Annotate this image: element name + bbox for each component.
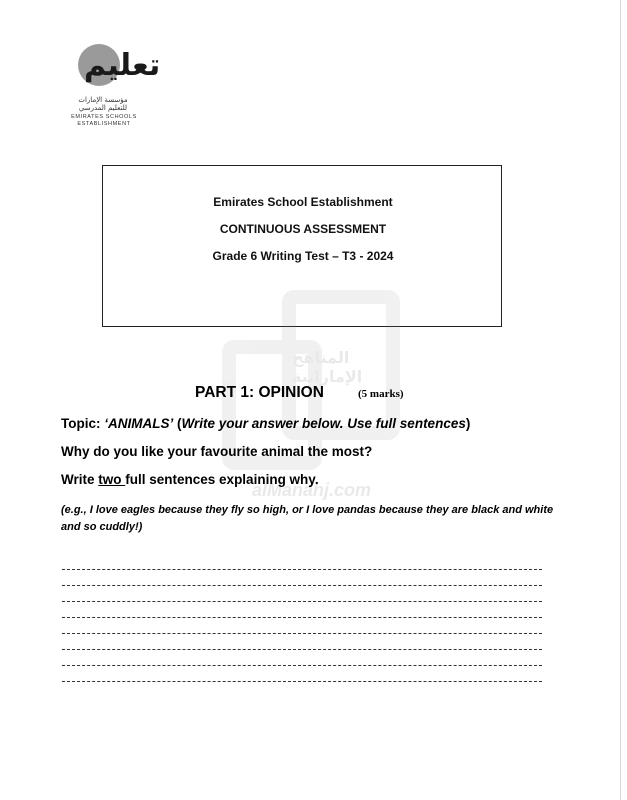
topic-line [61, 416, 470, 431]
example-text: (e.g., I love eagles because they fly so high, or I love pandas because they are black and white and so cuddly!) [61, 504, 554, 533]
page-edge [620, 0, 621, 800]
question-2-start: Write [61, 472, 99, 487]
answer-line[interactable] [62, 601, 542, 602]
question-2-underlined: two [98, 472, 126, 487]
logo [64, 44, 161, 136]
part-marks: (5 marks) [358, 388, 404, 400]
assessment-title: CONTINUOUS ASSESSMENT [219, 222, 387, 236]
logo-english-subtitle: EMIRATES SCHOOLS ESTABLISHMENT [71, 114, 137, 127]
answer-line[interactable] [62, 681, 542, 682]
question-2-end: full sentences explaining why. [125, 472, 319, 487]
answer-line[interactable] [62, 585, 542, 586]
part-title: PART 1: OPINION [195, 384, 324, 401]
question-2 [61, 472, 319, 487]
school-name: Emirates School Establishment [213, 195, 393, 209]
answer-line[interactable] [62, 617, 542, 618]
test-title: Grade 6 Writing Test – T3 - 2024 [212, 249, 394, 263]
question-1: Why do you like your favourite animal the most? [61, 444, 373, 459]
watermark-arabic: المناهج الإماراتية [292, 348, 363, 386]
topic-open-paren: ( [173, 416, 182, 431]
answer-line[interactable] [62, 569, 542, 570]
answer-line[interactable] [62, 665, 542, 666]
topic-close-paren: ) [465, 416, 471, 431]
answer-line[interactable] [62, 633, 542, 634]
logo-arabic-subtitle: مؤسسة الإمارات للتعليم المدرسي [78, 96, 128, 112]
watermark-text: alManahj.com [252, 480, 372, 500]
topic-instruction: Write your answer below. Use full sentences [181, 416, 466, 431]
topic-label: Topic: [61, 416, 105, 431]
topic-name: ‘ANIMALS’ [104, 416, 174, 431]
answer-line[interactable] [62, 649, 542, 650]
logo-arabic-text: تعليم [84, 48, 161, 83]
